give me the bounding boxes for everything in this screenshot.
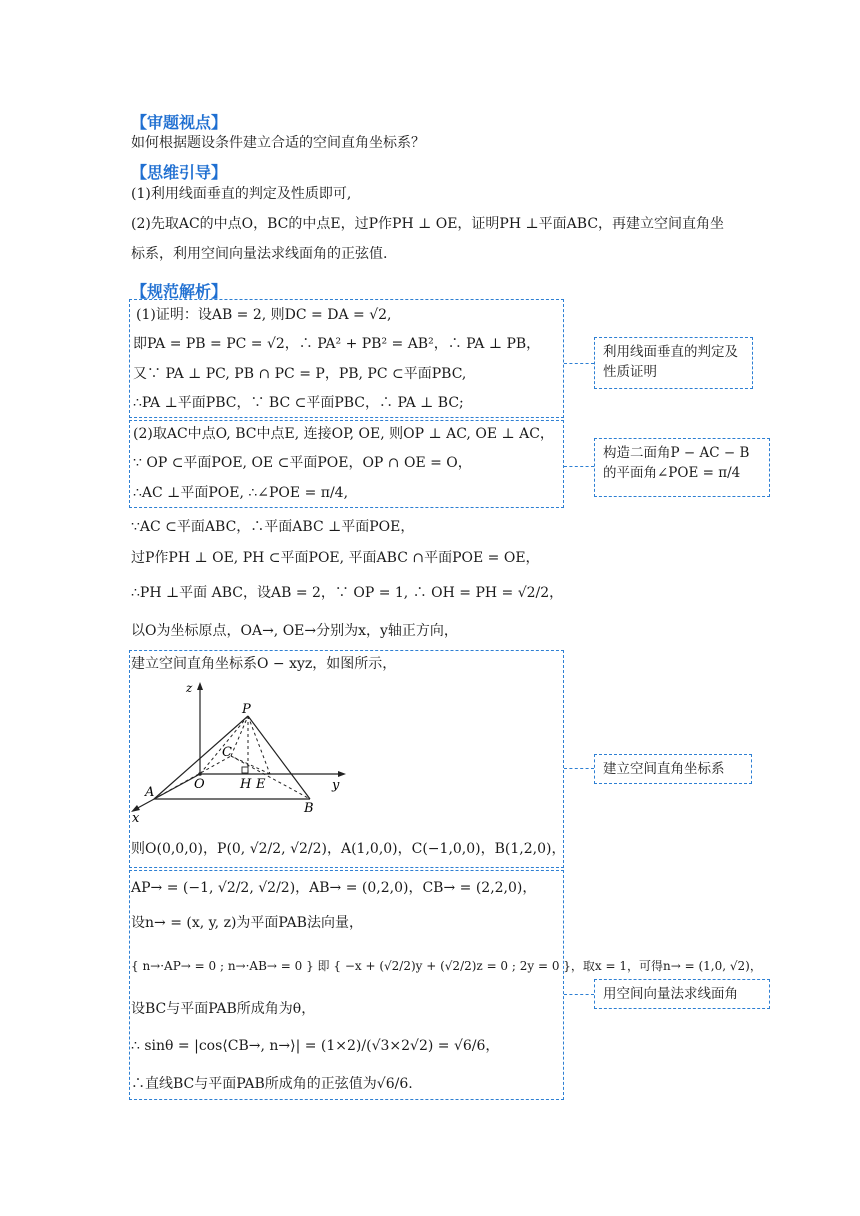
solution-line: 以O为坐标原点，OA→, OE→分别为x，y轴正方向， xyxy=(131,623,458,639)
connector-line xyxy=(564,994,594,995)
solution-line: ∴ sinθ = |cos⟨CB→, n→⟩| = (1×2)/(√3×2√2) = √6/6， xyxy=(131,1038,500,1054)
connector-line xyxy=(564,363,594,364)
point-label-o: O xyxy=(194,777,205,792)
solution-line: 即PA = PB = PC = √2，∴ PA² + PB² = AB²，∴ PA ⊥ PB， xyxy=(133,336,541,352)
solution-line: ∵ OP ⊂平面POE, OE ⊂平面POE，OP ∩ OE = O， xyxy=(133,455,472,471)
solution-line: ∴直线BC与平面PAB所成角的正弦值为√6/6. xyxy=(131,1076,413,1092)
solution-line: 过P作PH ⊥ OE, PH ⊂平面POE, 平面ABC ∩平面POE = OE， xyxy=(131,550,540,566)
thinking-line: 标系，利用空间向量法求线面角的正弦值. xyxy=(131,246,388,262)
thinking-line: (1)利用线面垂直的判定及性质即可, xyxy=(131,186,352,202)
solution-line: 又∵ PA ⊥ PC, PB ∩ PC = P，PB, PC ⊂平面PBC, xyxy=(133,366,467,382)
axis-label-z: z xyxy=(186,681,193,695)
point-label-b: B xyxy=(304,801,314,816)
connector-line xyxy=(564,768,594,769)
section-heading-review: 【审题视点】 xyxy=(131,113,228,132)
axis-label-x: x xyxy=(132,811,140,826)
side-note: 构造二面角P − AC − B的平面角∠POE = π/4 xyxy=(594,438,770,497)
side-note: 利用线面垂直的判定及性质证明 xyxy=(594,337,753,389)
solution-line: (1)证明：设AB = 2, 则DC = DA = √2, xyxy=(136,307,392,323)
point-label-p: P xyxy=(242,702,251,717)
side-note: 建立空间直角坐标系 xyxy=(594,754,752,784)
point-label-a: A xyxy=(145,785,155,800)
section-heading-solution: 【规范解析】 xyxy=(131,282,228,301)
axis-label-y: y xyxy=(332,778,340,793)
solution-line: 则O(0,0,0)，P(0, √2/2, √2/2)，A(1,0,0)，C(−1,0,0)，B(1,2,0)， xyxy=(131,841,566,857)
solution-line: ∴AC ⊥平面POE, ∴∠POE = π/4, xyxy=(133,485,349,501)
point-label-e: E xyxy=(256,777,266,792)
solution-line: (2)取AC中点O, BC中点E, 连接OP, OE, 则OP ⊥ AC, OE ⊥ AC， xyxy=(133,426,554,442)
point-label-c: C xyxy=(222,745,232,760)
solution-line: 设BC与平面PAB所成角为θ， xyxy=(131,1001,316,1017)
solution-line: ∴PA ⊥平面PBC，∵ BC ⊂平面PBC，∴ PA ⊥ BC; xyxy=(133,395,464,411)
thinking-line: (2)先取AC的中点O，BC的中点E，过P作PH ⊥ OE，证明PH ⊥平面ABC，再建立空间直角坐 xyxy=(131,216,725,232)
solution-line: AP→ = (−1, √2/2, √2/2)，AB→ = (0,2,0)，CB→ = (2,2,0)， xyxy=(131,880,537,896)
review-text: 如何根据题设条件建立合适的空间直角坐标系？ xyxy=(131,135,425,151)
solution-line: ∵AC ⊂平面ABC，∴平面ABC ⊥平面POE， xyxy=(131,519,415,535)
solution-line: 设n→ = (x, y, z)为平面PAB法向量， xyxy=(131,915,363,931)
connector-line xyxy=(564,466,594,467)
solution-line: ∴PH ⊥平面 ABC，设AB = 2，∵ OP = 1, ∴ OH = PH = √2/2， xyxy=(131,585,564,601)
coordinate-figure xyxy=(128,676,358,826)
solution-line: 建立空间直角坐标系O − xyz，如图所示， xyxy=(131,656,397,672)
side-note: 用空间向量法求线面角 xyxy=(594,979,770,1009)
point-label-h: H xyxy=(240,777,252,792)
section-heading-thinking: 【思维引导】 xyxy=(131,163,228,182)
dashed-box-vector xyxy=(129,870,564,1100)
solution-line-system: { n→·AP→ = 0 ; n→·AB→ = 0 } 即 { −x + (√2/2)y + (√2/2)z = 0 ; 2y = 0 }，取x = 1，可得n→ = (1,0, √2)， xyxy=(131,959,762,973)
